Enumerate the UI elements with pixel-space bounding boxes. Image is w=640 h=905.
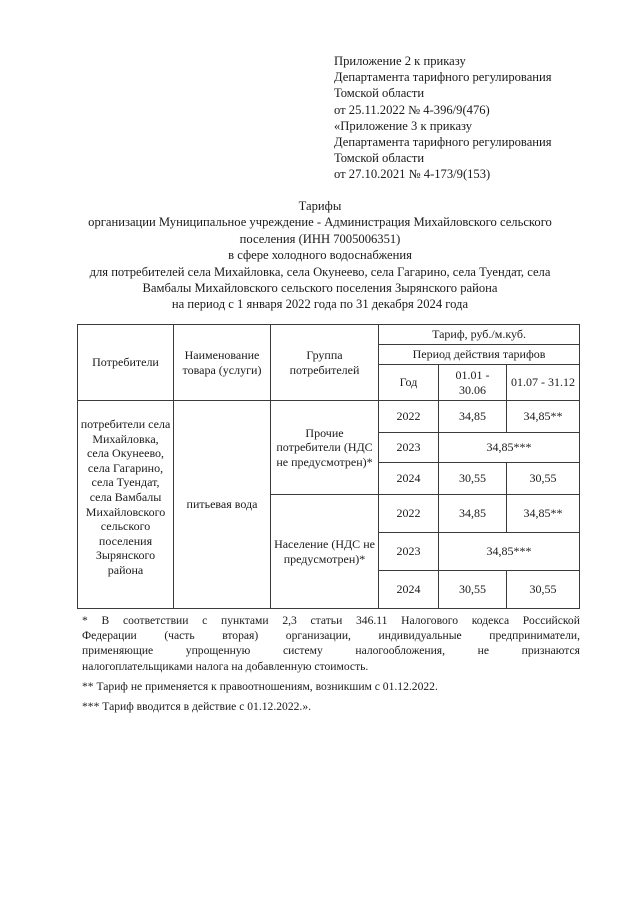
year-cell: 2024 bbox=[379, 571, 439, 609]
group-population: Население (НДС не предусмотрен)* bbox=[271, 495, 379, 609]
footnote-line bbox=[82, 628, 580, 643]
word: пунктами bbox=[221, 614, 269, 627]
tariff-merged-cell: 34,85*** bbox=[439, 533, 580, 571]
word: Федерации bbox=[82, 629, 137, 643]
header-group: Группа потребителей bbox=[271, 325, 379, 401]
word: * bbox=[82, 614, 88, 627]
title-line: Тарифы bbox=[298, 199, 342, 213]
appendix-line: Приложение 2 к приказу bbox=[334, 54, 466, 68]
tariff-h2-cell: 30,55 bbox=[507, 571, 580, 609]
word: Российской bbox=[522, 614, 580, 627]
year-cell: 2023 bbox=[379, 533, 439, 571]
footnote-line bbox=[82, 613, 580, 628]
title-line: в сфере холодного водоснабжения bbox=[228, 248, 412, 263]
year-cell: 2024 bbox=[379, 463, 439, 495]
title-line: на период с 1 января 2022 года по 31 декабря 2024 года bbox=[171, 297, 469, 312]
tariff-h2-cell: 30,55 bbox=[507, 463, 580, 495]
year-cell: 2023 bbox=[379, 433, 439, 463]
appendix-reference bbox=[334, 53, 634, 183]
header-product: Наименование товара (услуги) bbox=[174, 325, 271, 401]
word: упрощенную bbox=[185, 644, 251, 658]
footnote-1 bbox=[82, 613, 580, 674]
word: налогообложения, bbox=[355, 644, 446, 658]
footnote-2: ** Тариф не применяется к правоотношениям, возникшим с 01.12.2022. bbox=[82, 679, 438, 693]
word: статьи bbox=[310, 614, 343, 627]
word: 346.11 bbox=[355, 614, 388, 627]
tariff-h1-cell: 30,55 bbox=[439, 571, 507, 609]
appendix-line: Департамента тарифного регулирования bbox=[334, 135, 552, 150]
header-year: Год bbox=[379, 365, 439, 401]
word: индивидуальные bbox=[378, 629, 462, 643]
appendix-line: «Приложение 3 к приказу bbox=[334, 118, 473, 133]
header-half1: 01.01 - 30.06 bbox=[439, 365, 507, 401]
footnotes bbox=[82, 613, 580, 714]
tariff-merged-cell: 34,85*** bbox=[439, 433, 580, 463]
word: организации, bbox=[285, 629, 351, 643]
tariff-h1-cell: 30,55 bbox=[439, 463, 507, 495]
tariff-h2-cell: 34,85** bbox=[507, 401, 580, 433]
year-cell: 2022 bbox=[379, 401, 439, 433]
year-cell: 2022 bbox=[379, 495, 439, 533]
title-line: Вамбалы Михайловского сельского поселения Зырянского района bbox=[142, 281, 498, 296]
header-consumers: Потребители bbox=[78, 325, 174, 401]
word: предприниматели, bbox=[489, 629, 580, 643]
tariff-h1-cell: 34,85 bbox=[439, 401, 507, 433]
word: вторая) bbox=[222, 629, 259, 643]
word: признаются bbox=[521, 644, 580, 658]
footnote-line bbox=[82, 643, 580, 658]
table-row bbox=[78, 401, 580, 433]
appendix-line: Томской области bbox=[334, 86, 425, 101]
word: Налогового bbox=[401, 614, 459, 627]
word: (часть bbox=[164, 629, 195, 643]
product-cell: питьевая вода bbox=[174, 401, 271, 609]
word: систему bbox=[282, 644, 323, 658]
title-line: для потребителей села Михайловка, села Окунеево, села Гагарино, села Туендат, села bbox=[89, 264, 551, 279]
tariff-table bbox=[77, 324, 580, 609]
footnote-line: налогоплательщиками налога на добавленную стоимость. bbox=[82, 659, 369, 673]
consumers-cell: потребители села Михайловка, села Окунеево, села Гагарино, села Туендат, села Вамбалы Михайловского сельского поселения Зырянского района bbox=[78, 401, 174, 609]
word: кодекса bbox=[471, 614, 510, 627]
group-other-consumers: Прочие потребители (НДС не предусмотрен)* bbox=[271, 401, 379, 495]
document-title bbox=[40, 198, 600, 313]
appendix-line: от 27.10.2021 № 4-173/9(153) bbox=[334, 167, 491, 182]
footnote-3: *** Тариф вводится в действие с 01.12.2022.». bbox=[82, 700, 312, 714]
word: В bbox=[101, 614, 110, 627]
appendix-line: Департамента тарифного регулирования bbox=[334, 70, 552, 85]
title-line: организации Муниципальное учреждение - Администрация Михайловского сельского bbox=[88, 215, 552, 230]
tariff-h1-cell: 34,85 bbox=[439, 495, 507, 533]
title-line: поселения (ИНН 7005006351) bbox=[239, 231, 401, 246]
word: 2,3 bbox=[282, 614, 297, 627]
word: не bbox=[477, 644, 490, 658]
word: с bbox=[202, 614, 208, 627]
word: применяющие bbox=[82, 644, 154, 658]
appendix-line: Томской области bbox=[334, 151, 425, 166]
appendix-line: от 25.11.2022 № 4-396/9(476) bbox=[334, 102, 490, 117]
header-half2: 01.07 - 31.12 bbox=[507, 365, 580, 401]
word: соответствии bbox=[122, 614, 189, 627]
header-period: Период действия тарифов bbox=[379, 345, 580, 365]
header-tariff: Тариф, руб./м.куб. bbox=[379, 325, 580, 345]
tariff-h2-cell: 34,85** bbox=[507, 495, 580, 533]
